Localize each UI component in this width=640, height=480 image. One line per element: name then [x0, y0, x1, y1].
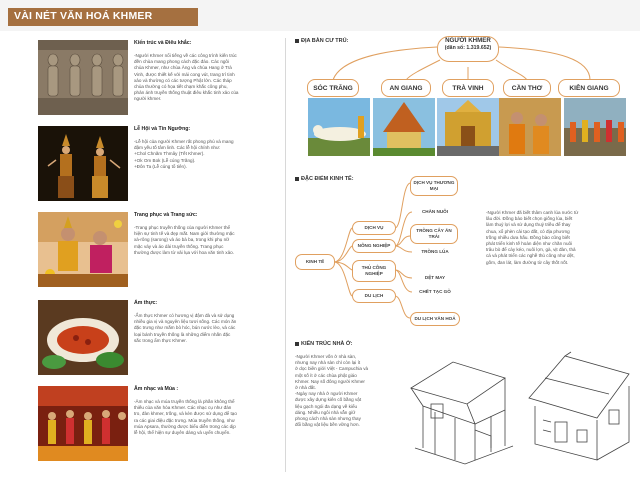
culture-body: -Lễ hội của người Khmer rất phong phú và mang đậm yếu tố tâm linh. Các lễ hội chính như: +Chol Chnăm Thmây (Tết Khmer). +Ok Om Bok (Lễ cúng Trăng). +Đôn Ta (Lễ cúng tổ tiên). [134, 139, 234, 169]
culture-title: Lễ Hội và Tín Ngưỡng: [134, 126, 191, 132]
photo-tra-vinh [437, 98, 499, 156]
economy-branch-service: DỊCH VỤ [352, 221, 396, 235]
province-node-an-giang: AN GIANG [381, 79, 431, 97]
province-node-soc-trang: SÓC TRĂNG [307, 79, 359, 97]
architecture-section-title: KIẾN TRÚC NHÀ Ở: [295, 341, 352, 347]
page-title: VÀI NÉT VĂN HOÁ KHMER [14, 10, 153, 22]
tile-roof-house-sketch [525, 348, 635, 468]
culture-title: Ẩm thực: [134, 300, 158, 306]
economy-branch-tourism: DU LỊCH [352, 289, 396, 303]
economy-leaf-weaving: DỆT MAY [412, 272, 458, 284]
economy-branch-agriculture: NÔNG NGHIỆP [352, 239, 396, 253]
photo-an-giang [373, 98, 435, 156]
photo-can-tho [499, 98, 561, 156]
procession-picture [564, 98, 626, 156]
photo-soc-trang [308, 98, 370, 156]
photo-kien-giang [564, 98, 626, 156]
economy-leaf-fruit: TRỒNG CÂY ĂN TRÁI [410, 224, 458, 244]
economy-description: -Người Khmer đã biết thâm canh lúa nước từ lâu đời. Đồng bào biết chọn giống lúa, biết làm thuỷ lợi và sử dụng thuỷ triều để thay chua, xổ phèn cải tạo đất, có địa phương trồng nhiều dưa hấu. Đồng bào cũng biết phát triển kinh tế hoàn diện như chăn nuôi trâu bò để cày kéo, nuôi lợn, gà, vịt đàn, thả cá và phát triển các nghề thủ công như dệt, gốm, đan lát, làm đường từ cây thốt nốt. [486, 210, 579, 265]
culture-body: -Trang phục truyền thống của người Khmer thể hiện sự tinh tế và đẹp mắt. Nam giới thường mặc xà-rông (sarong) và áo bà ba, trong khi phụ nữ mặc váy và áo dài truyền thống. Trang phục thường được làm từ vải lụa với hoa văn tinh xảo. [134, 225, 235, 255]
main-node-khmer: NGƯỜI KHMER (dân số: 1.319.652) [437, 36, 499, 62]
economy-leaf-trade: DỊCH VỤ THƯƠNG MẠI [410, 176, 458, 196]
economy-leaf-rice: TRỒNG LÚA [412, 246, 458, 258]
economy-section-title: ĐẶC ĐIỂM KINH TẾ: [295, 176, 354, 182]
economy-leaf-cultural-tourism: DU LỊCH VĂN HOÁ [410, 312, 460, 326]
culture-title: Kiến trúc và Điêu khắc: [134, 40, 192, 46]
province-node-can-tho: CẦN THƠ [503, 79, 551, 97]
culture-title: Trang phục và Trang sức: [134, 212, 198, 218]
stilt-house-sketch [405, 348, 515, 468]
economy-branch-handicraft: THỦ CÔNG NGHIỆP [352, 260, 396, 282]
province-node-tra-vinh: TRÀ VINH [442, 79, 494, 97]
pagoda-picture [373, 98, 435, 156]
section-bullet-icon [295, 177, 299, 181]
economy-leaf-livestock: CHĂN NUÔI [412, 206, 458, 218]
culture-body: -Ẩm thực Khmer có hương vị đậm đà và sử dụng nhiều gia vị và nguyên liệu tươi sống. Các món ăn đặc trưng như mắm bò hóc, bún nước lèo, và các loại bánh truyền thống là những điểm nhấn đặc sắc trong ẩm thực Khmer. [134, 313, 237, 343]
economy-root-node: KINH TẾ [295, 254, 335, 270]
temple-gate-picture [437, 98, 499, 156]
architecture-description: -Người Khmer vốn ở nhà sàn, nhưng nay nhà sàn chỉ còn lại ít ở dọc biên giới Việt - Campuchia và một số ít ở các chùa phật giáo Khmer. Nay số đông người Khmer ở nhà đất. -Ngày nay nhà ở người Khmer được xây dựng kiên cố bằng vật liệu gạch ngói đa dạng về kiểu dáng. Nhiều ngôi nhà vẫn giữ phong cách nhà sàn nhưng thay đổi bằng vật liệu bền vững hơn. [295, 354, 369, 428]
culture-body: -Người Khmer nổi tiếng về các công trình kiến trúc đền chùa mang phong cách đặc đáo. Các ngôi chùa Khmer, như chùa Ăng và chùa Hang ở Trà Vinh, được thiết kế với mái cong vút, trang trí tinh xảo và thường có các tượng Phật lớn. Các tháp chùa thường có họa tiết chạm khắc công phu, phản ánh truyền thống thuật điêu khắc tinh xảo của người khmer. [134, 53, 239, 102]
section-bullet-icon [295, 342, 299, 346]
culture-body: -Âm nhạc và múa truyền thống là phần không thể thiếu của văn hóa Khmer. Các nhạc cụ như đàn tro, đàn khmer, trống, và kèn được sử dụng để tạo ra các giai điệu đặc trưng. Múa truyền thống, như múa Apsara, thường được biểu diễn trong các dịp lễ hội, thể hiện sự duyên dáng và uyển chuyển. [134, 399, 237, 436]
culture-title: Âm nhạc và Múa : [134, 386, 179, 392]
economy-leaf-woodcarving: CHẾT TẠC GỖ [412, 286, 458, 298]
province-node-kien-giang: KIÊN GIANG [558, 79, 620, 97]
monks-picture [499, 98, 561, 156]
reclining-buddha-picture [308, 98, 370, 156]
distribution-section-title: ĐỊA BÀN CƯ TRÚ: [295, 38, 348, 44]
